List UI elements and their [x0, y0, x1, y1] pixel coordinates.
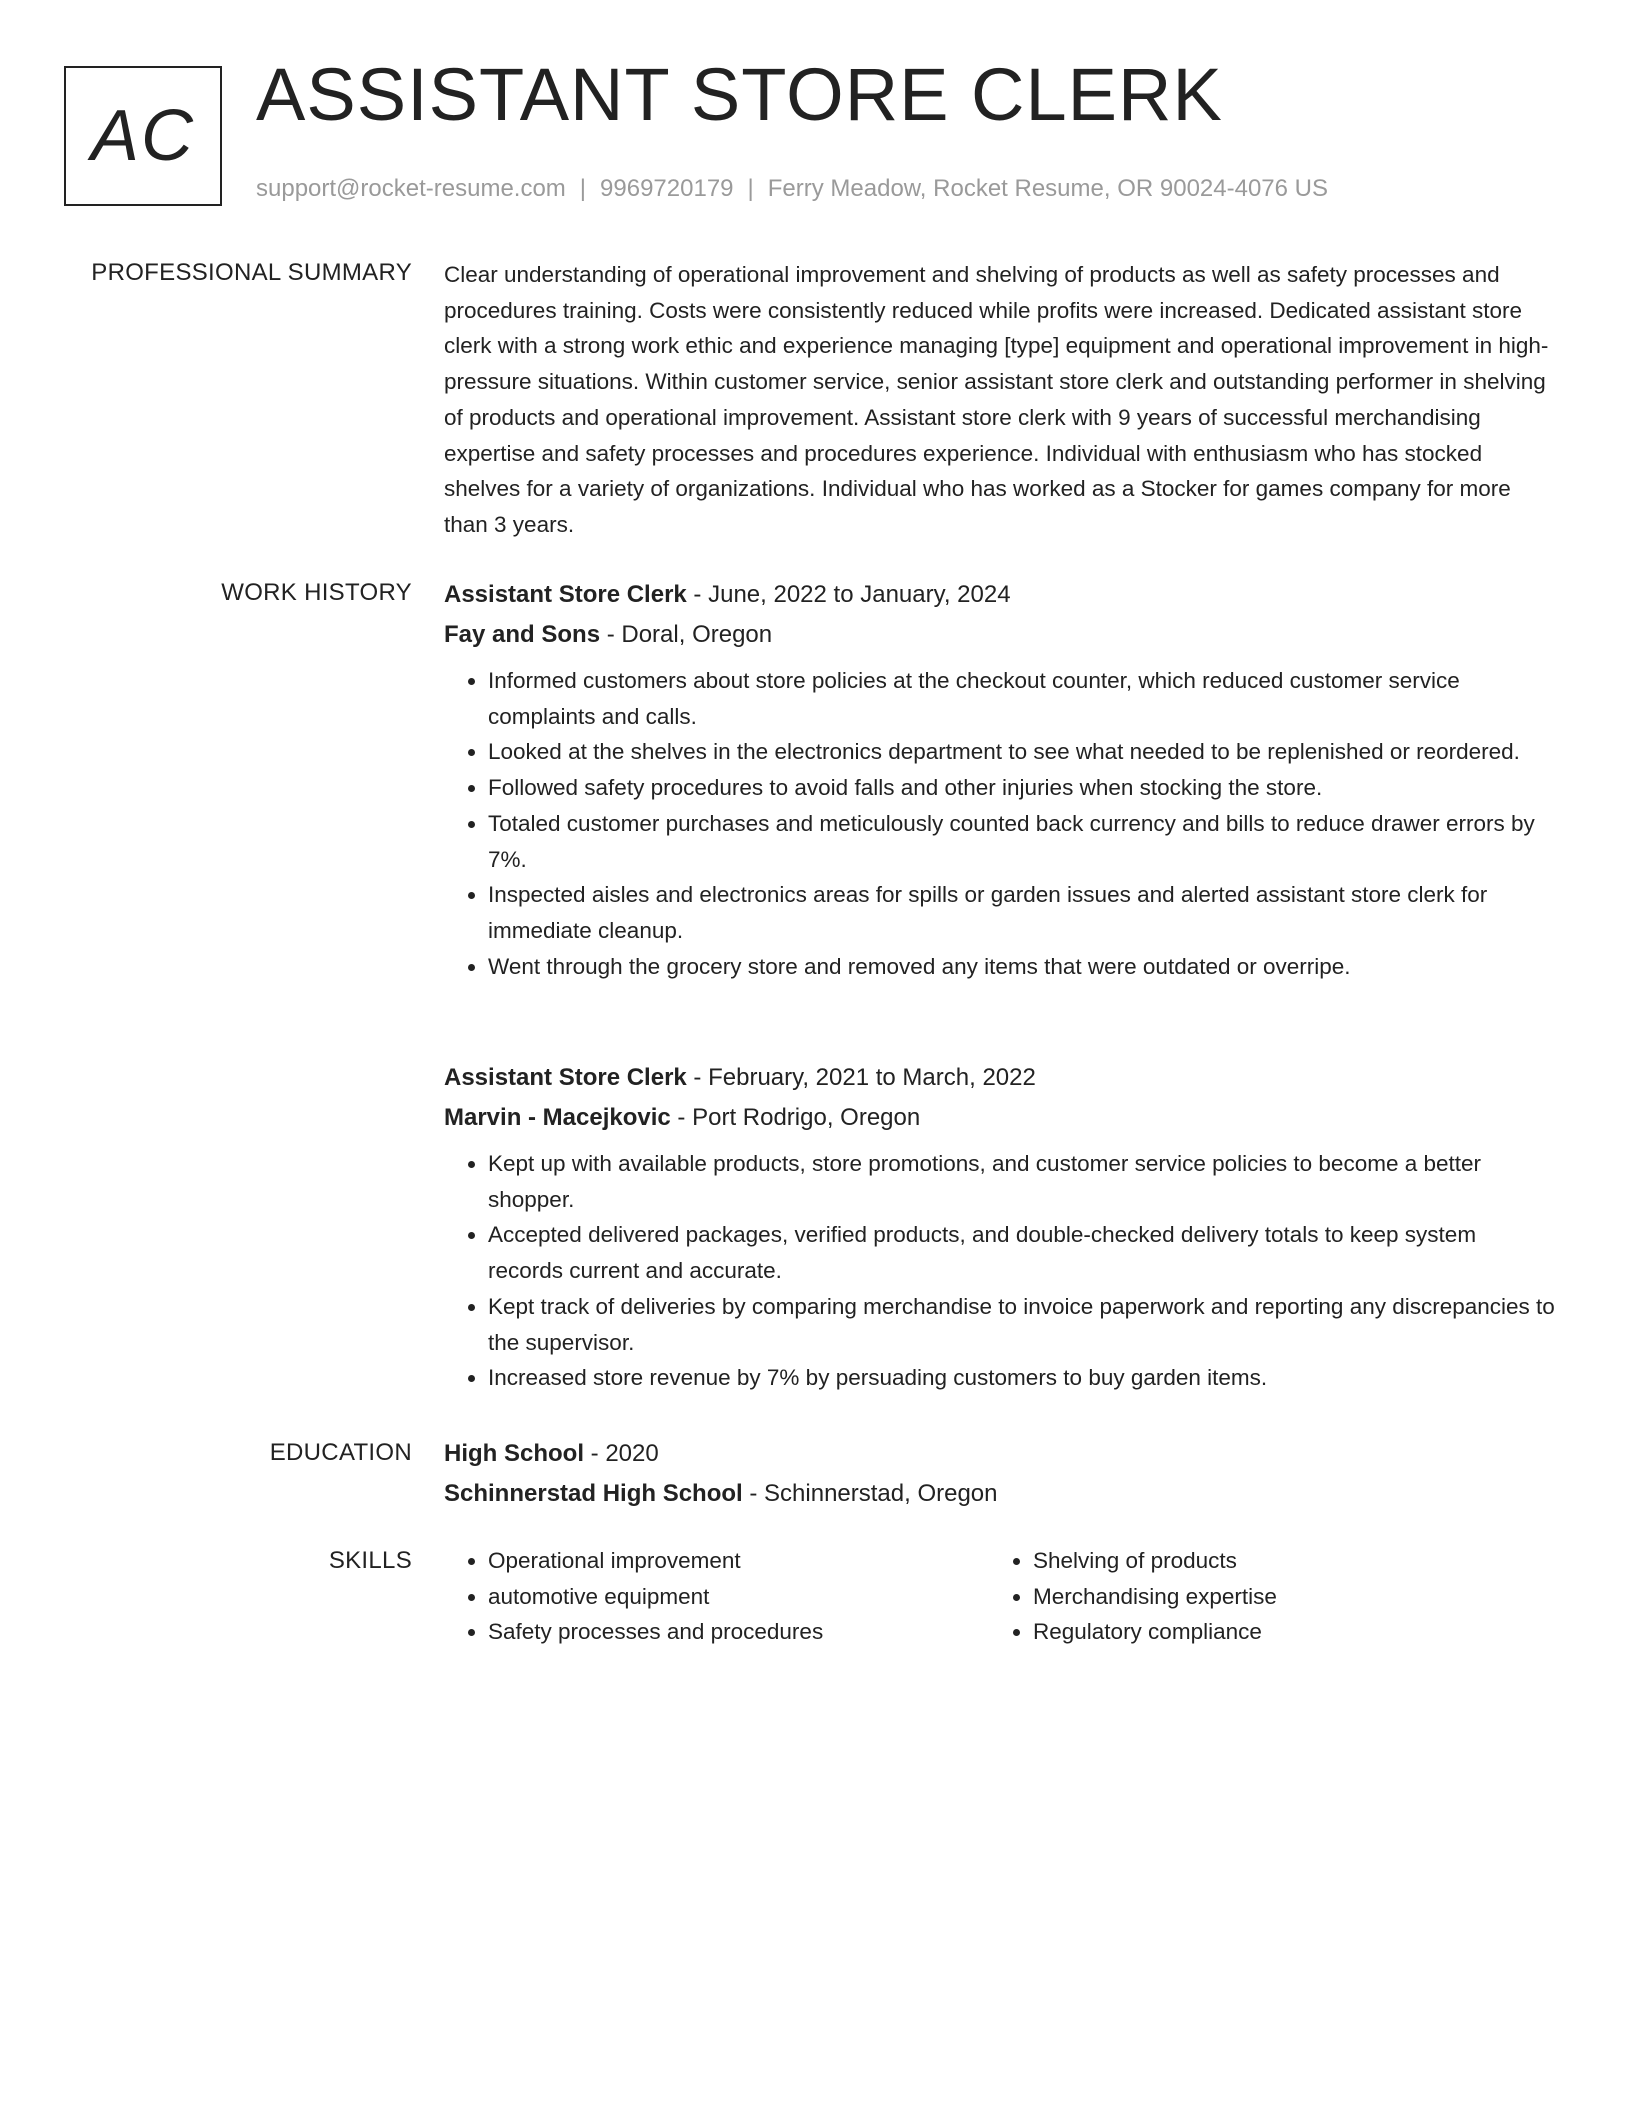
education-school: Schinnerstad High School [444, 1480, 743, 1507]
contact-address: Ferry Meadow, Rocket Resume, OR 90024-4076 US [767, 175, 1328, 202]
job-bullets [444, 663, 1556, 984]
job-bullet: • Kept up with available products, store promotions, and customer service policies to become a better shopper. [488, 1146, 1556, 1217]
job-company: Fay and Sons [444, 621, 601, 648]
job-bullet: • Inspected aisles and electronics areas for spills or garden issues and alerted assistant store clerk for immediate cleanup. [488, 877, 1556, 948]
resume-title: ASSISTANT STORE CLERK [256, 53, 1223, 136]
section-label-summary: PROFESSIONAL SUMMARY [91, 259, 412, 286]
contact-phone[interactable]: 9969720179 [600, 175, 734, 202]
job-bullet: • Looked at the shelves in the electronics department to see what needed to be replenished or reordered. [488, 734, 1556, 770]
job-bullet: • Went through the grocery store and removed any items that were outdated or overripe. [488, 949, 1556, 985]
job-bullet: • Increased store revenue by 7% by persuading customers to buy garden items. [488, 1360, 1556, 1396]
skill-item: • Operational improvement [488, 1543, 989, 1579]
job-bullet: • Accepted delivered packages, verified products, and double-checked delivery totals to keep system records current and accurate. [488, 1217, 1556, 1288]
contact-line [256, 175, 1328, 204]
education-year: - 2020 [584, 1440, 659, 1467]
education-degree: High School [444, 1440, 584, 1467]
job-location: - Doral, Oregon [600, 621, 773, 648]
skills-grid [444, 1543, 1556, 1650]
section-label-skills: SKILLS [328, 1547, 412, 1574]
education-entry [444, 1434, 1556, 1514]
job-bullet: • Totaled customer purchases and meticulously counted back currency and bills to reduce drawer errors by 7%. [488, 806, 1556, 877]
education-school-line [444, 1474, 1556, 1514]
section-label-work-history: WORK HISTORY [221, 579, 412, 606]
job-entry [444, 1058, 1556, 1396]
initials-monogram [64, 66, 222, 206]
job-bullet: • Followed safety procedures to avoid falls and other injuries when stocking the store. [488, 770, 1556, 806]
skill-item: • Regulatory compliance [1033, 1614, 1534, 1650]
job-title: Assistant Store Clerk [444, 1064, 687, 1091]
skills-section [444, 1543, 1556, 1650]
contact-email[interactable]: support@rocket-resume.com [256, 175, 566, 202]
summary-text: Clear understanding of operational improvement and shelving of products as well as safety processes and procedures training. Costs were consistently reduced while profits were increased. Dedicated assistant store clerk with a strong work ethic and experience managing [type] equipment and operational improvement in high-pressure situations. Within customer service, senior assistant store clerk and outstanding performer in shelving of products and operational improvement. Assistant store clerk with 9 years of successful merchandising expertise and safety processes and procedures experience. Individual with enthusiasm who has stocked shelves for a variety of organizations. Individual who has worked as a Stocker for games company for more than 3 years. [444, 262, 1549, 537]
skills-column-right [989, 1543, 1534, 1650]
summary-section [444, 257, 1556, 543]
skills-column-left [444, 1543, 989, 1650]
education-degree-line [444, 1434, 1556, 1474]
contact-separator: | [747, 175, 754, 202]
contact-separator: | [579, 175, 587, 202]
section-label-education: EDUCATION [269, 1439, 412, 1466]
job-company: Marvin - Macejkovic [444, 1104, 671, 1131]
skill-item: • automotive equipment [488, 1579, 989, 1615]
job-dates: - June, 2022 to January, 2024 [686, 581, 1011, 608]
skill-item: • Safety processes and procedures [488, 1614, 989, 1650]
job-bullets [444, 1146, 1556, 1396]
job-title: Assistant Store Clerk [444, 581, 687, 608]
job-company-line [444, 615, 1556, 655]
job-title-line [444, 575, 1556, 615]
skill-item: • Merchandising expertise [1033, 1579, 1534, 1615]
skill-item: • Shelving of products [1033, 1543, 1534, 1579]
education-location: - Schinnerstad, Oregon [742, 1480, 998, 1507]
initials-text: AC [90, 96, 196, 176]
job-title-line [444, 1058, 1556, 1098]
job-bullet: • Informed customers about store policies at the checkout counter, which reduced customer service complaints and calls. [488, 663, 1556, 734]
job-bullet: • Kept track of deliveries by comparing merchandise to invoice paperwork and reporting any discrepancies to the supervisor. [488, 1289, 1556, 1360]
job-location: - Port Rodrigo, Oregon [670, 1104, 921, 1131]
job-company-line [444, 1098, 1556, 1138]
job-dates: - February, 2021 to March, 2022 [686, 1064, 1036, 1091]
job-entry [444, 575, 1556, 984]
